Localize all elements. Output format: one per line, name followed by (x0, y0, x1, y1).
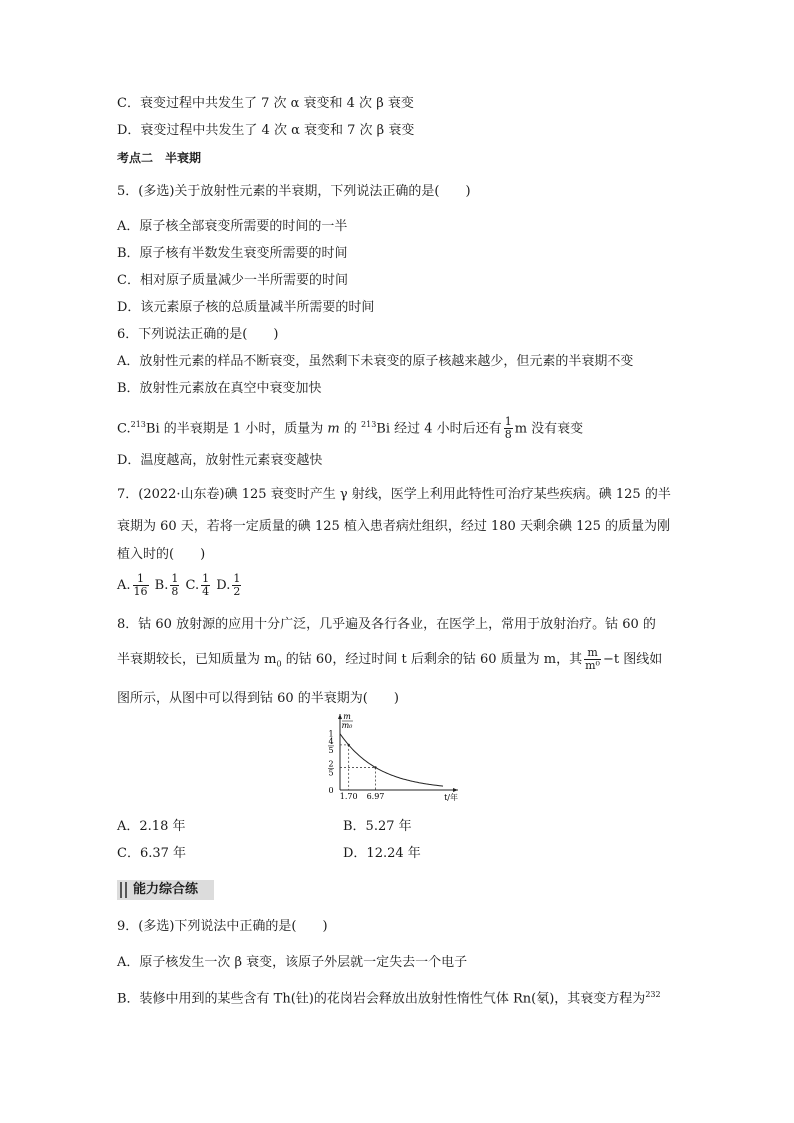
q6-option-c (117, 412, 583, 442)
q5-option-b: B．原子核有半数发生衰变所需要的时间 (117, 246, 348, 261)
q8-option-a: A．2.18 年 (117, 819, 186, 834)
y-tick-0: 1 (328, 729, 334, 739)
q4-option-c: C．衰变过程中共发生了 7 次 α 衰变和 4 次 β 衰变 (117, 96, 414, 111)
q6c-text-2: 的 (339, 421, 362, 437)
data-point-0 (347, 744, 349, 746)
q4-option-d: D．衰变过程中共发生了 4 次 α 衰变和 7 次 β 衰变 (117, 123, 415, 138)
q6c-text-3: Bi 经过 4 小时后还有 (376, 421, 502, 437)
q6c-text-1: Bi 的半衰期是 1 小时，质量为 (145, 421, 328, 437)
q8-ratio-fraction: $\frac{m}{\text{m⁰}}$ (585, 646, 600, 672)
q8-line-3: 图所示，从图中可以得到钴 60 的半衰期为( ) (117, 691, 399, 706)
q6c-isotope-2: 213 (361, 420, 377, 429)
banner-stripe (120, 882, 122, 898)
q6-stem: 6．下列说法正确的是( ) (117, 327, 279, 342)
q7-options (117, 572, 243, 600)
q7-option-b: B. $\frac{1}{8}$ (154, 572, 179, 598)
q9-option-a: A．原子核发生一次 β 衰变，该原子外层就一定失去一个电子 (117, 955, 468, 970)
data-point-1 (374, 766, 376, 768)
q6c-prefix: C. (117, 421, 131, 437)
q6c-fraction: $\frac{1}{8}$ (504, 415, 512, 442)
x-axis-label: t/年 (444, 793, 458, 802)
q6c-text-4: m 没有衰变 (514, 421, 584, 437)
q5-stem: 5．(多选)关于放射性元素的半衰期，下列说法正确的是( ) (117, 184, 471, 199)
q9-stem: 9．(多选)下列说法中正确的是( ) (117, 919, 328, 934)
q7-line-1: 7．(2022·山东卷)碘 125 衰变时产生 γ 射线，医学上利用此特性可治疗某些疾病。碘 125 的半 (117, 487, 671, 502)
q6-option-b: B．放射性元素放在真空中衰变加快 (117, 381, 322, 396)
q5-option-d: D．该元素原子核的总质量减半所需要的时间 (117, 300, 375, 315)
q7-option-c: C. $\frac{1}{4}$ (185, 572, 210, 598)
q6c-m: m (327, 421, 340, 437)
decay-curve (340, 734, 443, 787)
y-axis-arrow (338, 714, 342, 719)
q6-option-d: D．温度越高，放射性元素衰变越快 (117, 453, 323, 468)
q5-option-c: C．相对原子质量减少一半所需要的时间 (117, 273, 348, 288)
y-axis-label-num: m (343, 712, 351, 721)
q7-option-a: A. $\frac{1}{16}$ (117, 572, 148, 598)
x-tick-0: 1.70 (339, 792, 358, 801)
q8-option-b: B．5.27 年 (343, 819, 412, 834)
banner-stripe (125, 882, 127, 898)
q8-line-2: 半衰期较长，已知质量为 $m_0$ 的钴 60，经过时间 t 后剩余的钴 60 质量为 m，其 $\frac{m}{\text{m⁰}}$ −t 图线如 (117, 646, 663, 672)
y-tick-3: 0 (328, 786, 334, 795)
q7-line-2: 衰期为 60 天，若将一定质量的碘 125 植入患者病灶组织，经过 180 天剩余碘 125 的质量为刚 (117, 519, 671, 534)
y-tick-num-1: 4 (328, 736, 334, 746)
q8-option-c: C．6.37 年 (117, 846, 187, 861)
section-banner (117, 880, 214, 900)
q8-option-d: D．12.24 年 (343, 846, 421, 861)
x-tick-1: 6.97 (366, 792, 385, 801)
decay-chart (320, 710, 470, 810)
q6-option-a: A．放射性元素的样品不断衰变，虽然剩下未衰变的原子核越来越少，但元素的半衰期不变 (117, 354, 634, 369)
y-tick-den-2: 5 (328, 768, 334, 778)
x-axis-arrow (453, 788, 458, 792)
q9-option-b: B．装修中用到的某些含有 Th(钍)的花岗岩会释放出放射性惰性气体 Rn(氡)，其衰变方程为$^{232}$ (117, 990, 661, 1007)
y-tick-den-1: 5 (328, 745, 334, 755)
y-tick-num-2: 2 (328, 759, 334, 769)
q8-line-1: 8．钴 60 放射源的应用十分广泛，几乎遍及各行各业，在医学上，常用于放射治疗。钴 60 的 (117, 617, 656, 632)
q6c-isotope-1: 213 (130, 420, 146, 429)
y-axis-label-den: m₀ (341, 721, 353, 730)
q7-line-3: 植入时的( ) (117, 547, 206, 562)
section-heading-half-life: 考点二 半衰期 (117, 151, 202, 165)
q7-option-d: D. $\frac{1}{2}$ (216, 572, 241, 598)
section-title-comprehensive: 能力综合练 (133, 882, 199, 897)
q5-option-a: A．原子核全部衰变所需要的时间的一半 (117, 219, 348, 234)
